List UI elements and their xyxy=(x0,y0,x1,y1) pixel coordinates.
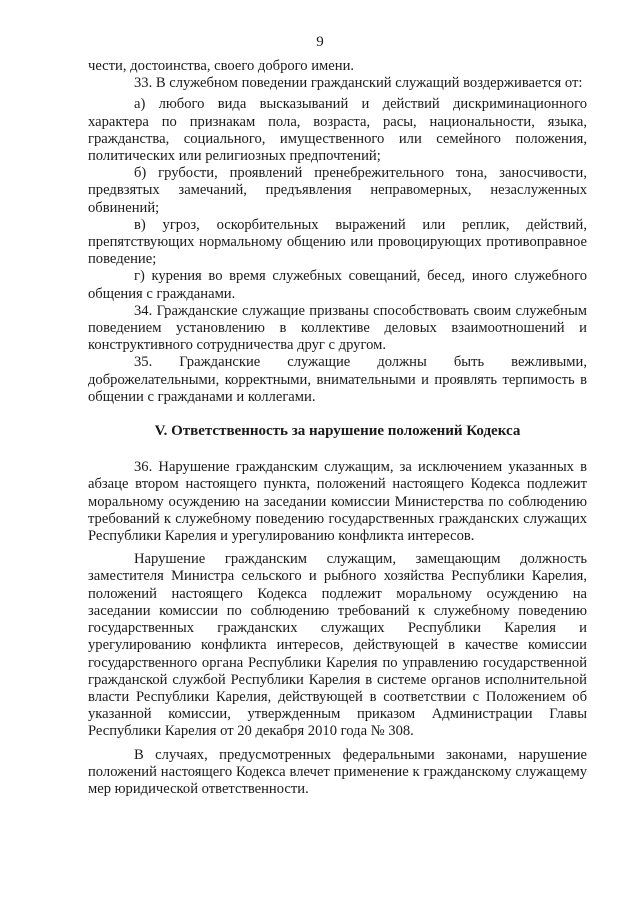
paragraph-item-33: 33. В служебном поведении гражданский служащий воздерживается от: xyxy=(134,75,583,92)
document-body xyxy=(88,58,587,798)
paragraph-continuation: чести, достоинства, своего доброго имени. xyxy=(88,58,355,74)
paragraph-item-36: 36. Нарушение гражданским служащим, за исключением указанных в абзаце втором настоящего пункта, положений настоящего Кодекса подлежит моральному осуждению на заседании комиссии Министерства по соблюдению требований к служебному поведению государственных гражданских служащих Республики Карелия и урегулированию конфликта интересов. xyxy=(88,459,587,545)
paragraph-item-34: 34. Гражданские служащие призваны способствовать своим служебным поведением установлению в коллективе деловых взаимоотношений и конструктивного сотрудничества друг с другом. xyxy=(88,302,587,354)
list-item-33d: г) курения во время служебных совещаний, бесед, иного служебного общения с гражданами. xyxy=(88,268,587,302)
list-item-33b: б) грубости, проявлений пренебрежительного тона, заносчивости, предвзятых замечаний, предъявления неправомерных, незаслуженных обвинений; xyxy=(88,165,587,216)
list-item-33a: а) любого вида высказываний и действий дискриминационного характера по признакам пола, возраста, расы, национальности, языка, гражданства, социального, имущественного или семейного положения, политических или религиозных предпочтений; xyxy=(88,96,587,165)
page-number: 9 xyxy=(316,34,324,50)
list-item-33c: в) угроз, оскорбительных выражений или реплик, действий, препятствующих нормальному общению или провоцирующих противоправное поведение; xyxy=(88,216,587,268)
paragraph-item-36-third: В случаях, предусмотренных федеральными законами, нарушение положений настоящего Кодекса влечет применение к гражданскому служащему мер юридической ответственности. xyxy=(88,746,587,797)
section-heading: V. Ответственность за нарушение положений Кодекса xyxy=(154,423,521,440)
paragraph-item-35: 35. Гражданские служащие должны быть вежливыми, доброжелательными, корректными, внимательными и проявлять терпимость в общении с гражданами и коллегами. xyxy=(88,354,587,405)
paragraph-item-36-second: Нарушение гражданским служащим, замещающим должность заместителя Министра сельского и рыбного хозяйства Республики Карелия, положений настоящего Кодекса подлежит моральному осуждению на заседании комиссии по соблюдению требований к служебному поведению государственных гражданских служащих Республики Карелия и урегулированию конфликта интересов, действующей в качестве комиссии государственного органа Республики Карелия по управлению государственной гражданской службой Республики Карелия в системе органов исполнительной власти Республики Карелия, действующей в соответствии с Положением об указанной комиссии, утвержденным приказом Администрации Главы Республики Карелия от 20 декабря 2010 года № 308. xyxy=(88,551,587,740)
